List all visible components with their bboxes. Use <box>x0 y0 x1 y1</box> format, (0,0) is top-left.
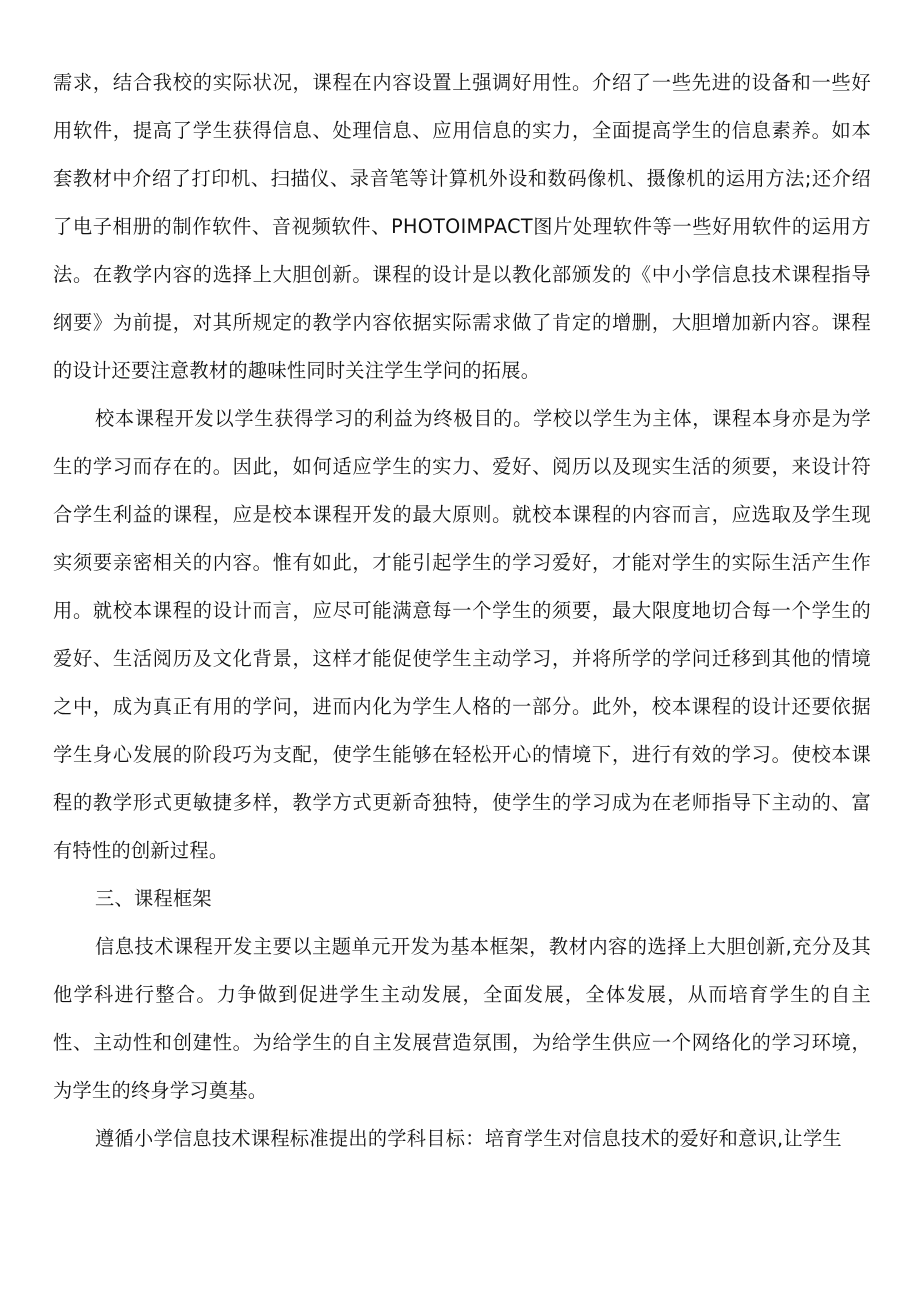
paragraph-course-framework: 信息技术课程开发主要以主题单元开发为基本框架，教材内容的选择上大胆创新,充分及其他学科进行整合。力争做到促进学生主动发展，全面发展，全体发展，从而培育学生的自主性、主动性和创建性。为给学生的自主发展营造氛围，为给学生供应一个网络化的学习环境，为学生的终身学习奠基。 <box>53 935 871 1102</box>
section-heading-course-framework: 三、课程框架 <box>95 887 212 910</box>
paragraph-subject-goals: 遵循小学信息技术课程标准提出的学科目标：培育学生对信息技术的爱好和意识,让学生 <box>95 1127 842 1150</box>
paragraph-course-practicality: 需求，结合我校的实际状况，课程在内容设置上强调好用性。介绍了一些先进的设备和一些好用软件，提高了学生获得信息、处理信息、应用信息的实力，全面提高学生的信息素养。如本套教材中介绍了打印机、扫描仪、录音笔等计算机外设和数码像机、摄像机的运用方法;还介绍了电子相册的制作软件、音视频软件、PHOTOIMPACT图片处理软件等一些好用软件的运用方法。在教学内容的选择上大胆创新。课程的设计是以教化部颁发的《中小学信息技术课程指导纲要》为前提，对其所规定的教学内容依据实际需求做了肯定的增删，大胆增加新内容。课程的设计还要注意教材的趣味性同时关注学生学问的拓展。 <box>53 71 871 382</box>
paragraph-school-curriculum-principle: 校本课程开发以学生获得学习的利益为终极目的。学校以学生为主体，课程本身亦是为学生的学习而存在的。因此，如何适应学生的实力、爱好、阅历以及现实生活的须要，来设计符合学生利益的课程，应是校本课程开发的最大原则。就校本课程的内容而言，应选取及学生现实须要亲密相关的内容。惟有如此，才能引起学生的学习爱好，才能对学生的实际生活产生作用。就校本课程的设计而言，应尽可能满意每一个学生的须要，最大限度地切合每一个学生的爱好、生活阅历及文化背景，这样才能促使学生主动学习，并将所学的学问迁移到其他的情境之中，成为真正有用的学问，进而内化为学生人格的一部分。此外，校本课程的设计还要依据学生身心发展的阶段巧为支配，使学生能够在轻松开心的情境下，进行有效的学习。使校本课程的教学形式更敏捷多样，教学方式更新奇独特，使学生的学习成为在老师指导下主动的、富有特性的创新过程。 <box>53 407 871 862</box>
